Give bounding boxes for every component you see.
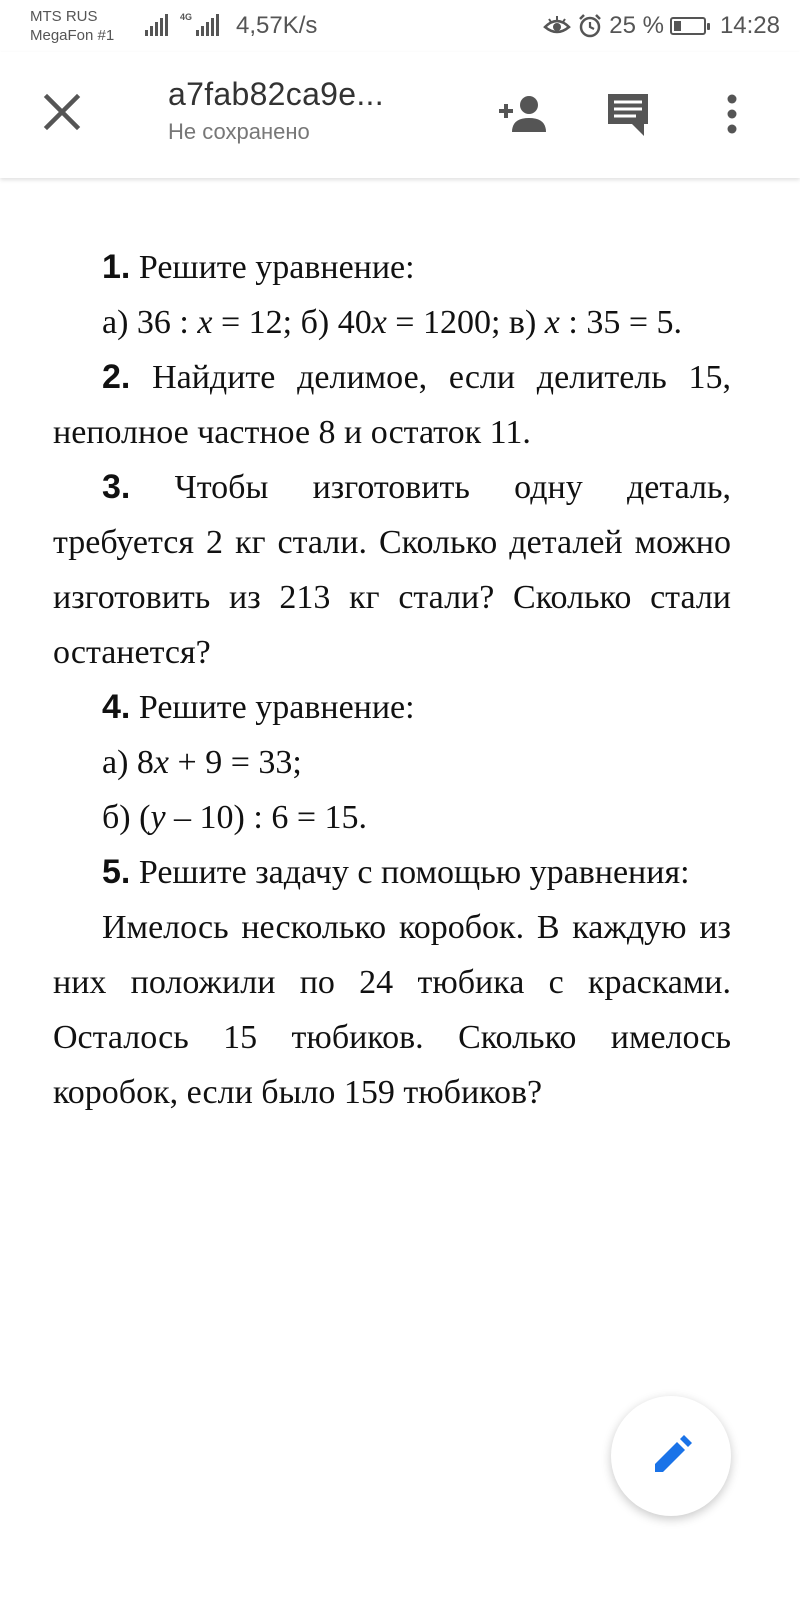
eq-4b-prefix: б) ( <box>102 799 151 836</box>
network-speed: 4,57K/s <box>236 12 318 39</box>
app-bar <box>0 52 800 178</box>
signal-strength-icon-2 <box>196 14 219 36</box>
battery-level <box>674 21 681 31</box>
battery-percent: 25 % <box>609 12 664 39</box>
close-button[interactable] <box>38 88 86 136</box>
close-icon <box>38 88 86 136</box>
task-5 <box>53 845 731 900</box>
save-status: Не сохранено <box>168 119 310 144</box>
carrier-line-1: MTS RUS <box>30 8 98 25</box>
alarm-icon <box>577 13 603 39</box>
eq-b-suffix: = 1200; в) <box>386 304 545 341</box>
document-title: a7fab82ca9e... <box>168 76 384 112</box>
network-type: 4G <box>180 12 193 22</box>
add-person-icon <box>496 94 548 134</box>
comment-icon <box>604 90 652 138</box>
task-4-title: Решите уравнение: <box>138 689 415 726</box>
eq-a-prefix: а) 36 : <box>102 304 198 341</box>
task-4-heading <box>53 680 731 735</box>
var-x: x <box>544 304 560 341</box>
task-3 <box>53 460 731 680</box>
add-person-button[interactable] <box>496 88 548 140</box>
more-vert-icon <box>726 94 738 134</box>
task-5-number: 5. <box>102 853 131 891</box>
eq-c-suffix: : 35 = 5. <box>559 304 683 341</box>
var-y: y <box>150 799 166 836</box>
task-1-title: Решите уравнение: <box>138 249 415 286</box>
signal-strength-icon-1 <box>145 14 168 36</box>
task-2-number: 2. <box>102 358 131 396</box>
task-3-number: 3. <box>102 468 131 506</box>
clock: 14:28 <box>719 12 780 39</box>
task-5-problem: Имелось несколько коробок. В каждую из них положили по 24 тюбика с красками. Осталось 15 тюбиков. Сколько имелось коробок, если было 159 тюбиков? <box>53 909 731 1111</box>
eye-comfort-icon <box>543 15 571 37</box>
carrier-line-2: MegaFon #1 <box>30 27 115 44</box>
eq-4a-suffix: + 9 = 33; <box>169 744 302 781</box>
battery-icon <box>670 17 706 35</box>
task-4-eq-a <box>53 735 731 790</box>
more-options-button[interactable] <box>706 88 758 140</box>
eq-4a-prefix: а) 8 <box>102 744 154 781</box>
task-2-text: Найдите делимое, если делитель 15, неполное частное 8 и остаток 11. <box>53 359 732 451</box>
task-1-number: 1. <box>102 248 131 286</box>
eq-a-suffix: = 12; б) 40 <box>212 304 372 341</box>
task-1-heading <box>53 240 731 295</box>
eq-4b-suffix: – 10) : 6 = 15. <box>165 799 367 836</box>
task-1-equations <box>53 295 731 350</box>
var-x: x <box>153 744 170 781</box>
title-area <box>168 76 384 145</box>
carrier-info <box>30 7 114 45</box>
task-5-text: Решите задачу с помощью уравнения: <box>138 854 690 891</box>
status-bar <box>0 0 800 52</box>
task-4-eq-b <box>53 790 731 845</box>
edit-button[interactable] <box>611 1396 731 1516</box>
var-x: x <box>197 304 213 341</box>
edit-pencil-icon <box>649 1434 693 1478</box>
status-right <box>543 12 780 40</box>
document-body <box>53 240 731 1120</box>
var-x: x <box>371 304 387 341</box>
task-2 <box>53 350 731 460</box>
comment-button[interactable] <box>602 88 654 140</box>
task-3-text: Чтобы изготовить одну деталь, требуется 2 кг стали. Сколько деталей можно изготовить из 213 кг стали? Сколько стали останется? <box>53 469 732 671</box>
task-4-number: 4. <box>102 688 131 726</box>
